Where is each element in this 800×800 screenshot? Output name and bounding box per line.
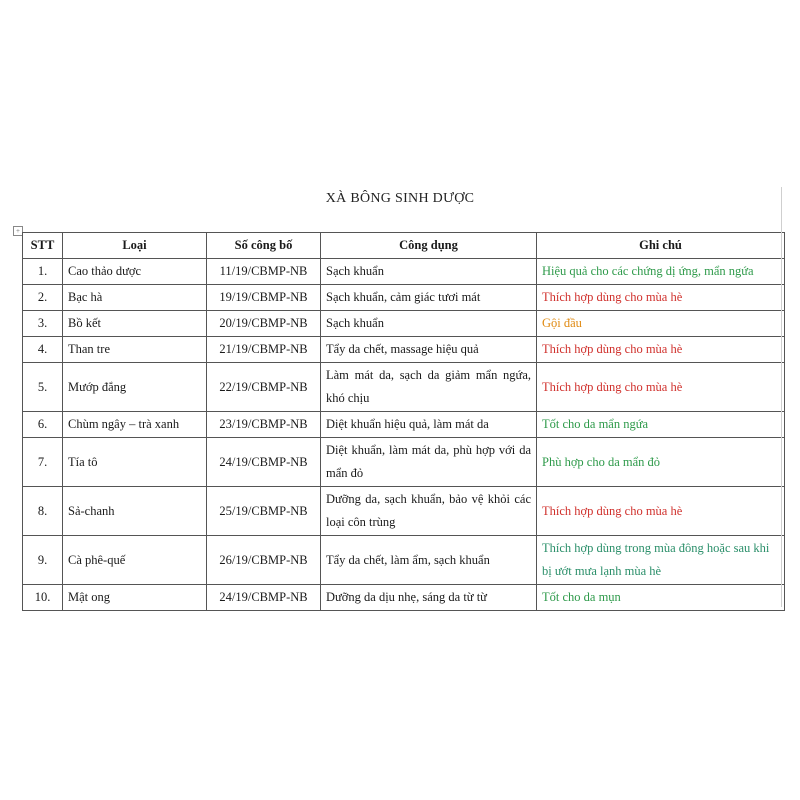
cell-ghi-chu: Gội đầu <box>537 311 785 337</box>
cell-cong-dung: Sạch khuẩn, cảm giác tươi mát <box>321 285 537 311</box>
cell-loai: Bạc hà <box>63 285 207 311</box>
table-header-row <box>23 233 785 259</box>
cell-stt: 5. <box>23 363 63 412</box>
cell-stt: 8. <box>23 487 63 536</box>
table-row <box>23 585 785 611</box>
cell-loai: Than tre <box>63 337 207 363</box>
cell-so-cong-bo: 23/19/CBMP-NB <box>207 412 321 438</box>
cell-stt: 6. <box>23 412 63 438</box>
cell-so-cong-bo: 22/19/CBMP-NB <box>207 363 321 412</box>
cell-loai: Mướp đắng <box>63 363 207 412</box>
table-row <box>23 311 785 337</box>
cell-loai: Bồ kết <box>63 311 207 337</box>
cell-ghi-chu: Tốt cho da mẩn ngứa <box>537 412 785 438</box>
header-stt: STT <box>23 233 63 259</box>
cell-ghi-chu: Thích hợp dùng cho mùa hè <box>537 363 785 412</box>
cell-cong-dung: Tẩy da chết, massage hiệu quả <box>321 337 537 363</box>
page-edge-divider <box>781 187 782 607</box>
cell-cong-dung: Tẩy da chết, làm ẩm, sạch khuẩn <box>321 536 537 585</box>
cell-cong-dung: Dưỡng da dịu nhẹ, sáng da từ từ <box>321 585 537 611</box>
header-cong-dung: Công dụng <box>321 233 537 259</box>
cell-cong-dung: Dưỡng da, sạch khuẩn, bảo vệ khỏi các loại côn trùng <box>321 487 537 536</box>
header-so-cong-bo: Số công bố <box>207 233 321 259</box>
soap-product-table <box>22 232 785 611</box>
cell-so-cong-bo: 24/19/CBMP-NB <box>207 585 321 611</box>
cell-loai: Sả-chanh <box>63 487 207 536</box>
cell-cong-dung: Sạch khuẩn <box>321 259 537 285</box>
cell-ghi-chu: Thích hợp dùng cho mùa hè <box>537 337 785 363</box>
cell-stt: 3. <box>23 311 63 337</box>
cell-cong-dung: Diệt khuẩn, làm mát da, phù hợp với da mẩn đỏ <box>321 438 537 487</box>
cell-so-cong-bo: 25/19/CBMP-NB <box>207 487 321 536</box>
cell-ghi-chu: Thích hợp dùng cho mùa hè <box>537 285 785 311</box>
cell-cong-dung: Sạch khuẩn <box>321 311 537 337</box>
cell-stt: 10. <box>23 585 63 611</box>
table-row <box>23 438 785 487</box>
cell-stt: 4. <box>23 337 63 363</box>
cell-ghi-chu: Tốt cho da mụn <box>537 585 785 611</box>
cell-ghi-chu: Hiệu quả cho các chứng dị ứng, mẩn ngứa <box>537 259 785 285</box>
document-title: XÀ BÔNG SINH DƯỢC <box>325 191 475 206</box>
cell-so-cong-bo: 21/19/CBMP-NB <box>207 337 321 363</box>
cell-loai: Chùm ngây – trà xanh <box>63 412 207 438</box>
cell-cong-dung: Làm mát da, sạch da giảm mẩn ngứa, khó chịu <box>321 363 537 412</box>
cell-loai: Cà phê-quế <box>63 536 207 585</box>
table-row <box>23 259 785 285</box>
cell-stt: 2. <box>23 285 63 311</box>
cell-stt: 7. <box>23 438 63 487</box>
cell-so-cong-bo: 11/19/CBMP-NB <box>207 259 321 285</box>
header-loai: Loại <box>63 233 207 259</box>
table-body <box>23 259 785 611</box>
cell-so-cong-bo: 24/19/CBMP-NB <box>207 438 321 487</box>
cell-loai: Mật ong <box>63 585 207 611</box>
table-row <box>23 487 785 536</box>
cell-ghi-chu: Thích hợp dùng trong mùa đông hoặc sau khi bị ướt mưa lạnh mùa hè <box>537 536 785 585</box>
cell-so-cong-bo: 26/19/CBMP-NB <box>207 536 321 585</box>
table-row <box>23 337 785 363</box>
table-row <box>23 412 785 438</box>
cell-cong-dung: Diệt khuẩn hiệu quả, làm mát da <box>321 412 537 438</box>
cell-loai: Tía tô <box>63 438 207 487</box>
cell-stt: 1. <box>23 259 63 285</box>
cell-stt: 9. <box>23 536 63 585</box>
cell-so-cong-bo: 20/19/CBMP-NB <box>207 311 321 337</box>
header-ghi-chu: Ghi chú <box>537 233 785 259</box>
cell-ghi-chu: Thích hợp dùng cho mùa hè <box>537 487 785 536</box>
table-row <box>23 363 785 412</box>
table-move-handle-icon[interactable]: + <box>13 226 23 236</box>
cell-loai: Cao thảo dược <box>63 259 207 285</box>
cell-ghi-chu: Phù hợp cho da mẩn đỏ <box>537 438 785 487</box>
table-row <box>23 285 785 311</box>
cell-so-cong-bo: 19/19/CBMP-NB <box>207 285 321 311</box>
table-row <box>23 536 785 585</box>
